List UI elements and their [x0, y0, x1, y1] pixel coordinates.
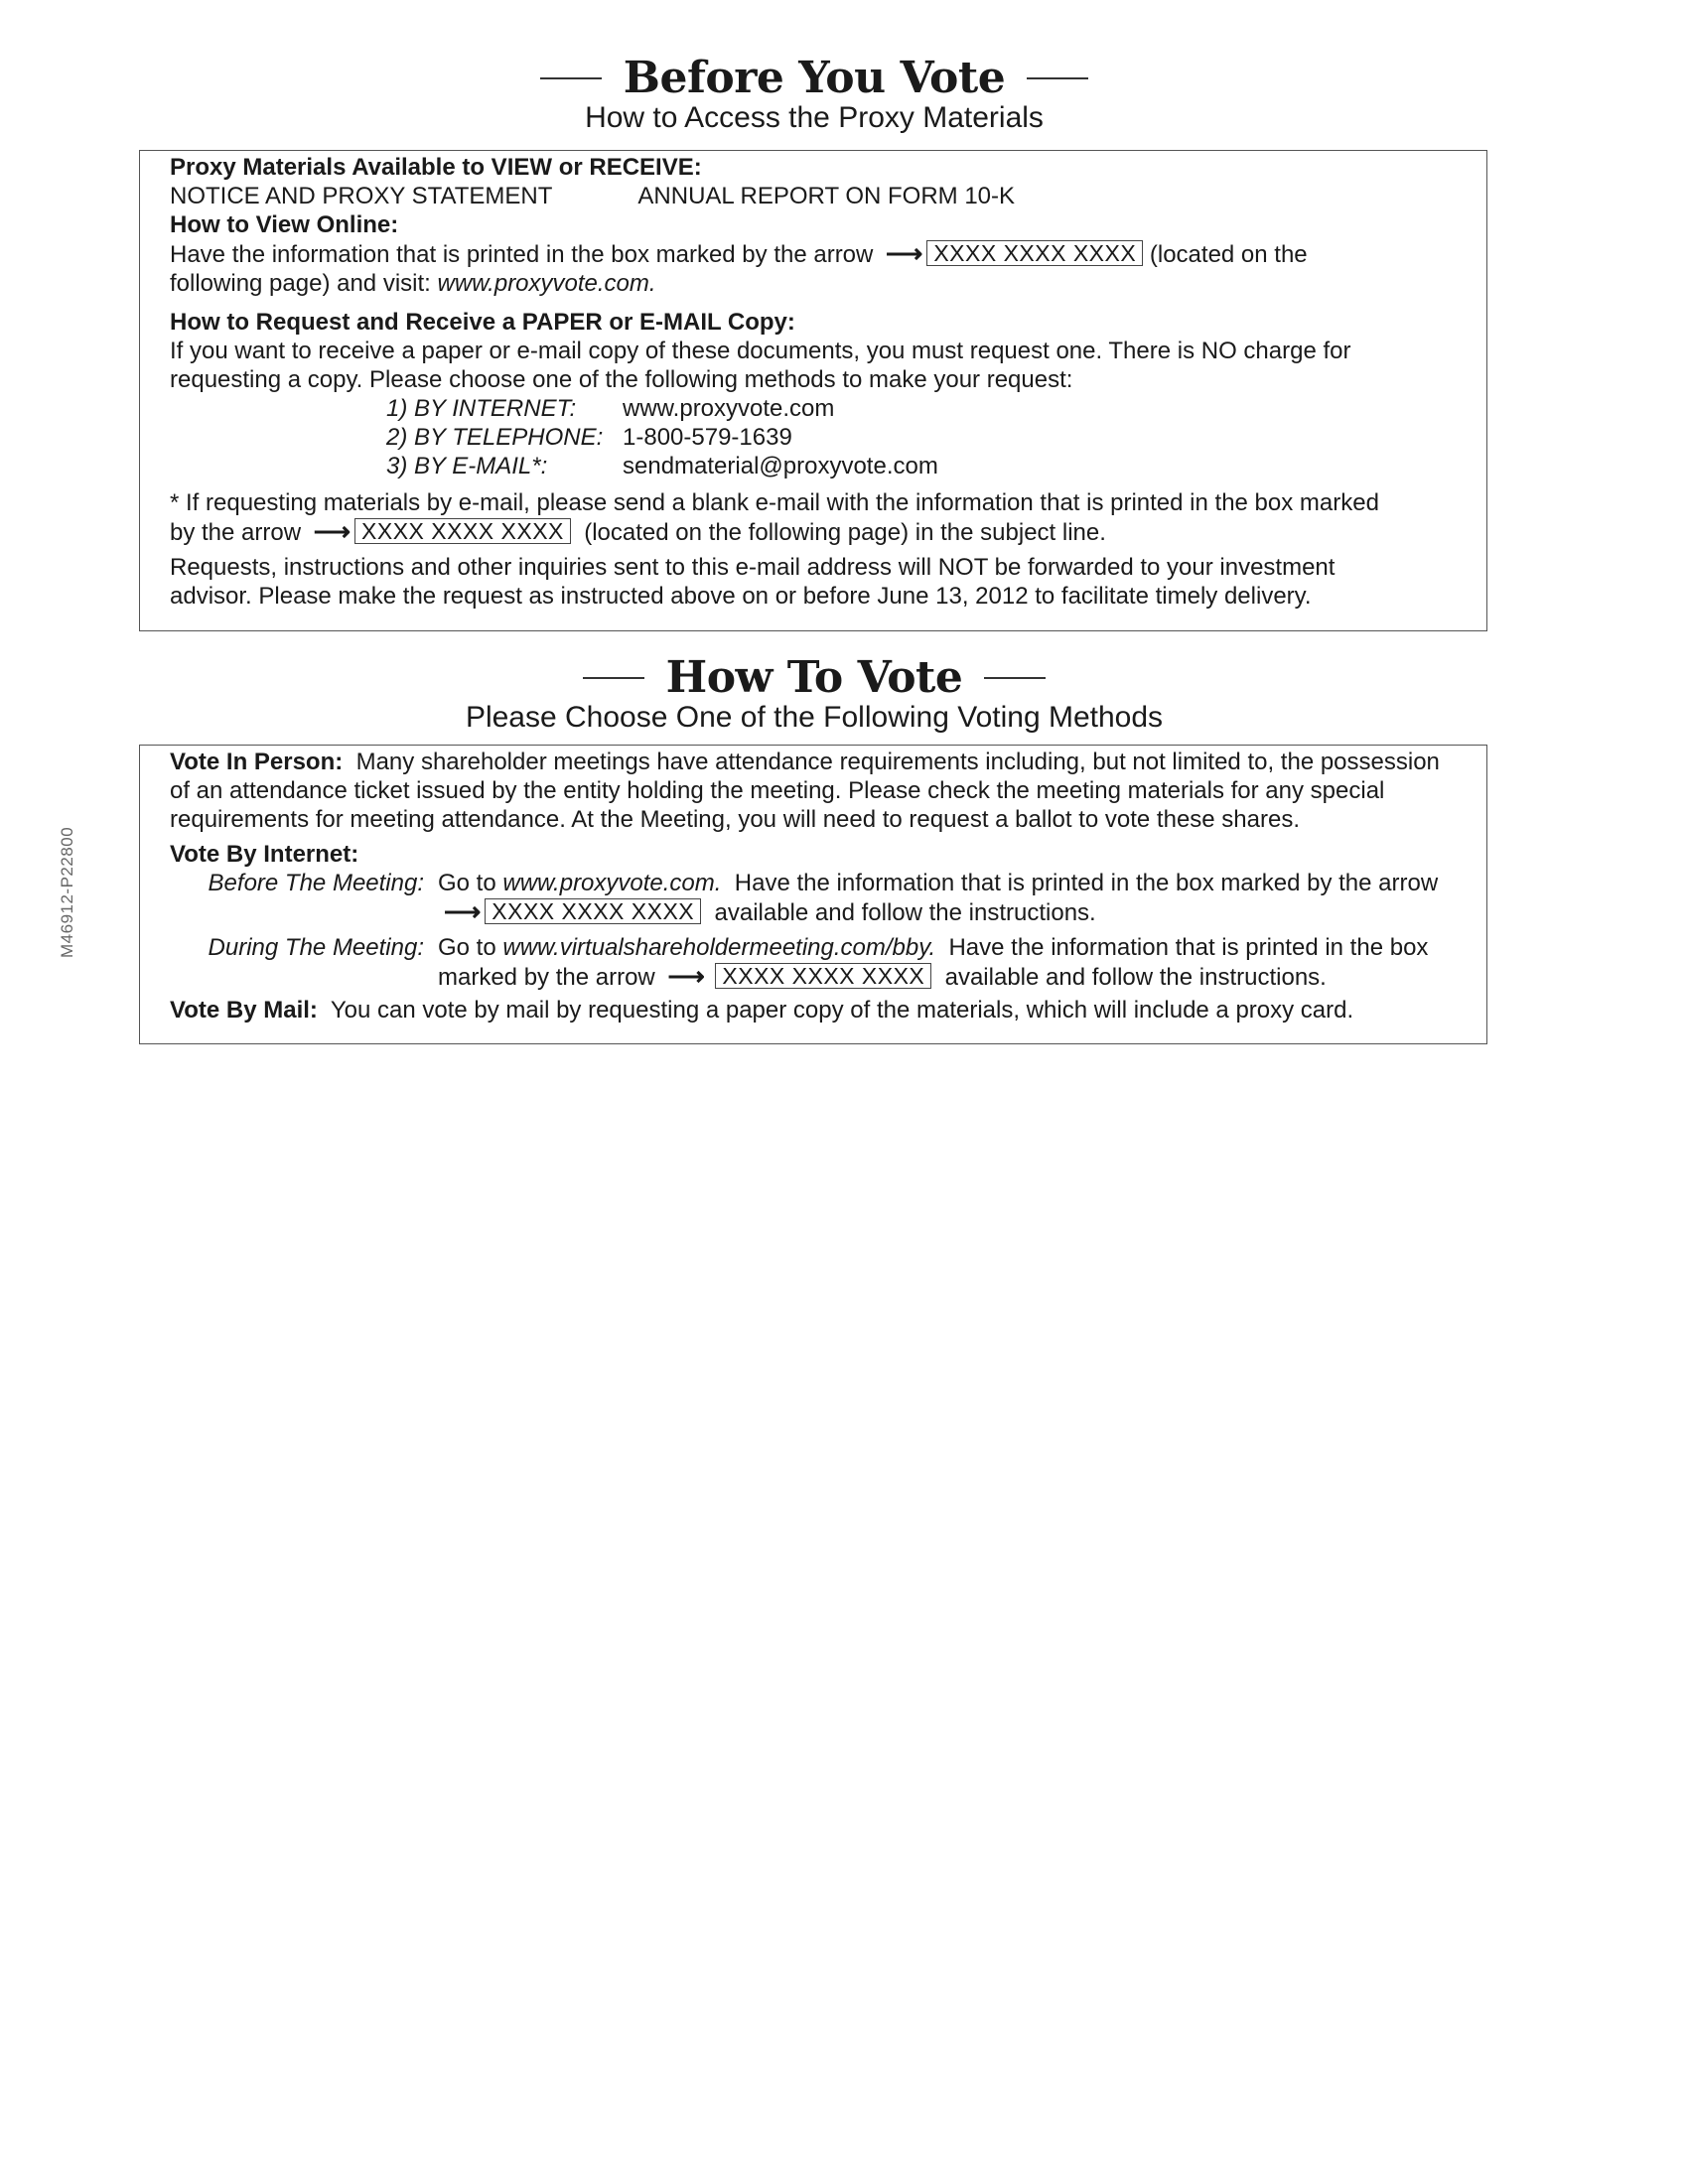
view-online-heading: How to View Online:	[170, 211, 399, 238]
how-to-vote-subtitle: Please Choose One of the Following Voting Methods	[465, 701, 1164, 734]
title-rule-right	[1027, 77, 1088, 79]
method-label: 2) BY TELEPHONE:	[386, 424, 604, 451]
during-meeting-row: During The Meeting: Go to www.virtualshareholdermeeting.com/bby. Have the information that is printed in the box marked by the arrow ⟶ XXXX XXXX XXXX available and follow the instructions.	[170, 933, 1457, 992]
materials-list	[170, 182, 1457, 210]
arrow-icon: ⟶	[444, 896, 482, 926]
material-item: ANNUAL REPORT ON FORM 10-K	[637, 183, 1016, 209]
virtual-meeting-link[interactable]: www.virtualshareholdermeeting.com/bby.	[502, 934, 936, 961]
view-online-line-2: following page) and visit: www.proxyvote.com.	[170, 270, 656, 297]
before-you-vote-header	[139, 54, 1489, 135]
method-value-internet[interactable]: www.proxyvote.com	[623, 395, 835, 422]
vote-by-mail-line: Vote By Mail: You can vote by mail by requesting a paper copy of the materials, which will include a proxy card.	[170, 997, 1354, 1024]
arrow-icon: ⟶	[886, 238, 923, 268]
method-label: 3) BY E-MAIL*:	[386, 453, 548, 479]
proxyvote-link[interactable]: www.proxyvote.com.	[502, 870, 722, 896]
request-text-1: If you want to receive a paper or e-mail copy of these documents, you must request one. There is NO charge for	[170, 338, 1351, 364]
voting-methods-box	[139, 745, 1487, 1044]
how-to-vote-header	[139, 653, 1489, 735]
vote-in-person-line-1: Vote In Person: Many shareholder meetings have attendance requirements including, but not limited to, the possession	[170, 749, 1440, 775]
forward-note-1: Requests, instructions and other inquiries sent to this e-mail address will NOT be forwarded to your investment	[170, 554, 1336, 581]
control-number-box: XXXX XXXX XXXX	[354, 518, 571, 544]
title-rule-right	[984, 677, 1046, 679]
control-number-box: XXXX XXXX XXXX	[926, 240, 1143, 266]
request-heading: How to Request and Receive a PAPER or E-MAIL Copy:	[170, 309, 795, 336]
view-online-line-1: Have the information that is printed in the box marked by the arrow ⟶ XXXX XXXX XXXX (located on the	[170, 238, 1308, 268]
during-meeting-label: During The Meeting:	[208, 934, 424, 961]
forward-note-2: advisor. Please make the request as instructed above on or before June 13, 2012 to facilitate timely delivery.	[170, 583, 1312, 610]
before-meeting-label: Before The Meeting:	[208, 870, 424, 896]
method-label: 1) BY INTERNET:	[386, 395, 577, 422]
before-you-vote-subtitle: How to Access the Proxy Materials	[585, 101, 1044, 134]
proxy-materials-box	[139, 150, 1487, 631]
title-rule-left	[583, 677, 644, 679]
email-note-2: by the arrow ⟶ XXXX XXXX XXXX (located on the following page) in the subject line.	[170, 516, 1106, 546]
arrow-icon: ⟶	[313, 516, 352, 546]
vote-by-mail-label: Vote By Mail:	[170, 997, 318, 1024]
method-value-email[interactable]: sendmaterial@proxyvote.com	[623, 453, 938, 479]
how-to-vote-title: How To Vote	[665, 652, 963, 703]
arrow-icon: ⟶	[667, 961, 705, 991]
materials-heading: Proxy Materials Available to VIEW or RECEIVE:	[170, 154, 702, 181]
control-number-box: XXXX XXXX XXXX	[715, 963, 931, 989]
control-number-box: XXXX XXXX XXXX	[485, 898, 701, 924]
request-text-2: requesting a copy. Please choose one of the following methods to make your request:	[170, 366, 1073, 393]
document-code: M46912-P22800	[58, 826, 76, 958]
request-methods	[386, 394, 1457, 480]
email-note-1: * If requesting materials by e-mail, please send a blank e-mail with the information that is printed in the box marked	[170, 489, 1379, 516]
vote-in-person-label: Vote In Person:	[170, 749, 344, 775]
proxyvote-link[interactable]: www.proxyvote.com.	[437, 270, 656, 297]
vote-by-internet-label: Vote By Internet:	[170, 841, 359, 868]
material-item: NOTICE AND PROXY STATEMENT	[170, 183, 553, 209]
before-you-vote-title: Before You Vote	[623, 53, 1006, 103]
vote-in-person-line-2: of an attendance ticket issued by the entity holding the meeting. Please check the meeting materials for any special	[170, 777, 1385, 804]
title-rule-left	[540, 77, 602, 79]
vote-in-person-line-3: requirements for meeting attendance. At the Meeting, you will need to request a ballot to vote these shares.	[170, 806, 1301, 833]
method-value-telephone[interactable]: 1-800-579-1639	[623, 424, 792, 451]
before-meeting-row: Before The Meeting: Go to www.proxyvote.com. Have the information that is printed in the box marked by the arrow ⟶ XXXX XXXX XXXX available and follow the instructions.	[170, 869, 1457, 927]
